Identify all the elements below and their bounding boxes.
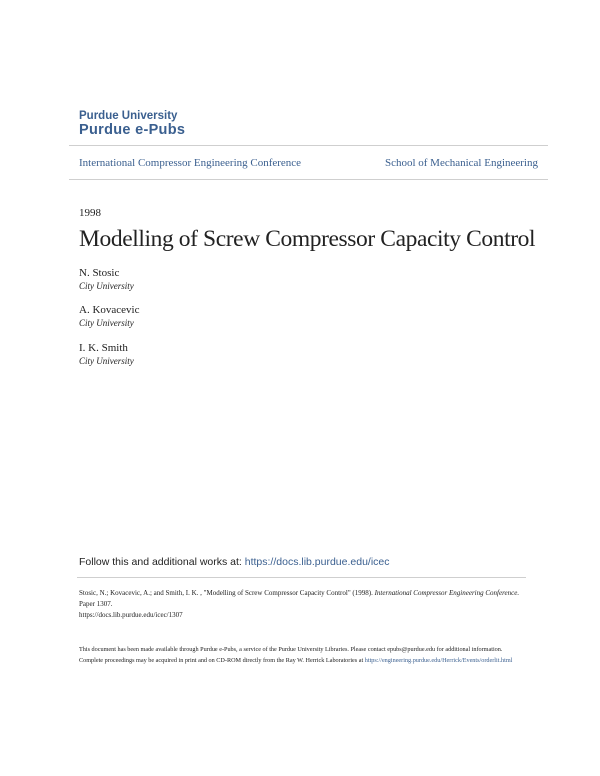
author-name: I. K. Smith [79, 342, 128, 354]
recommended-citation [79, 588, 524, 621]
follow-url-link[interactable]: https://docs.lib.purdue.edu/icec [244, 556, 390, 568]
paper-title: Modelling of Screw Compressor Capacity Control [79, 226, 536, 252]
author-affiliation: City University [79, 318, 134, 328]
follow-line [79, 556, 390, 568]
author-affiliation: City University [79, 281, 134, 291]
notice-line-1: This document has been made available through Purdue e-Pubs, a service of the Purdue University Libraries. Please contact epubs@purdue.edu for additional information. [79, 646, 503, 653]
institution-name[interactable]: Purdue University [79, 110, 178, 122]
herrick-link[interactable]: https://engineering.purdue.edu/Herrick/Events/orderlit.html [364, 656, 513, 664]
header-divider-bottom [69, 179, 548, 180]
author-affiliation: City University [79, 356, 134, 366]
author-name: A. Kovacevic [79, 304, 140, 316]
school-link[interactable]: School of Mechanical Engineering [384, 157, 538, 169]
follow-label: Follow this and additional works at: [79, 556, 245, 568]
repository-name[interactable]: Purdue e-Pubs [79, 122, 186, 138]
citation-journal: International Compressor Engineering Conference. [374, 589, 520, 597]
header-divider-top [69, 145, 548, 146]
conference-link[interactable]: International Compressor Engineering Conference [79, 157, 302, 169]
notice-line-2: Complete proceedings may be acquired in print and on CD-ROM directly from the Ray W. Herrick Laboratories at [79, 656, 365, 664]
citation-suffix: Paper 1307. [79, 600, 113, 608]
author-name: N. Stosic [79, 267, 120, 279]
publication-year: 1998 [79, 207, 101, 219]
citation-url[interactable]: https://docs.lib.purdue.edu/icec/1307 [79, 611, 183, 619]
availability-notice [79, 645, 524, 666]
citation-divider [77, 577, 526, 578]
citation-prefix: Stosic, N.; Kovacevic, A.; and Smith, I. K. , "Modelling of Screw Compressor Capacity Control" (1998). [79, 589, 375, 597]
